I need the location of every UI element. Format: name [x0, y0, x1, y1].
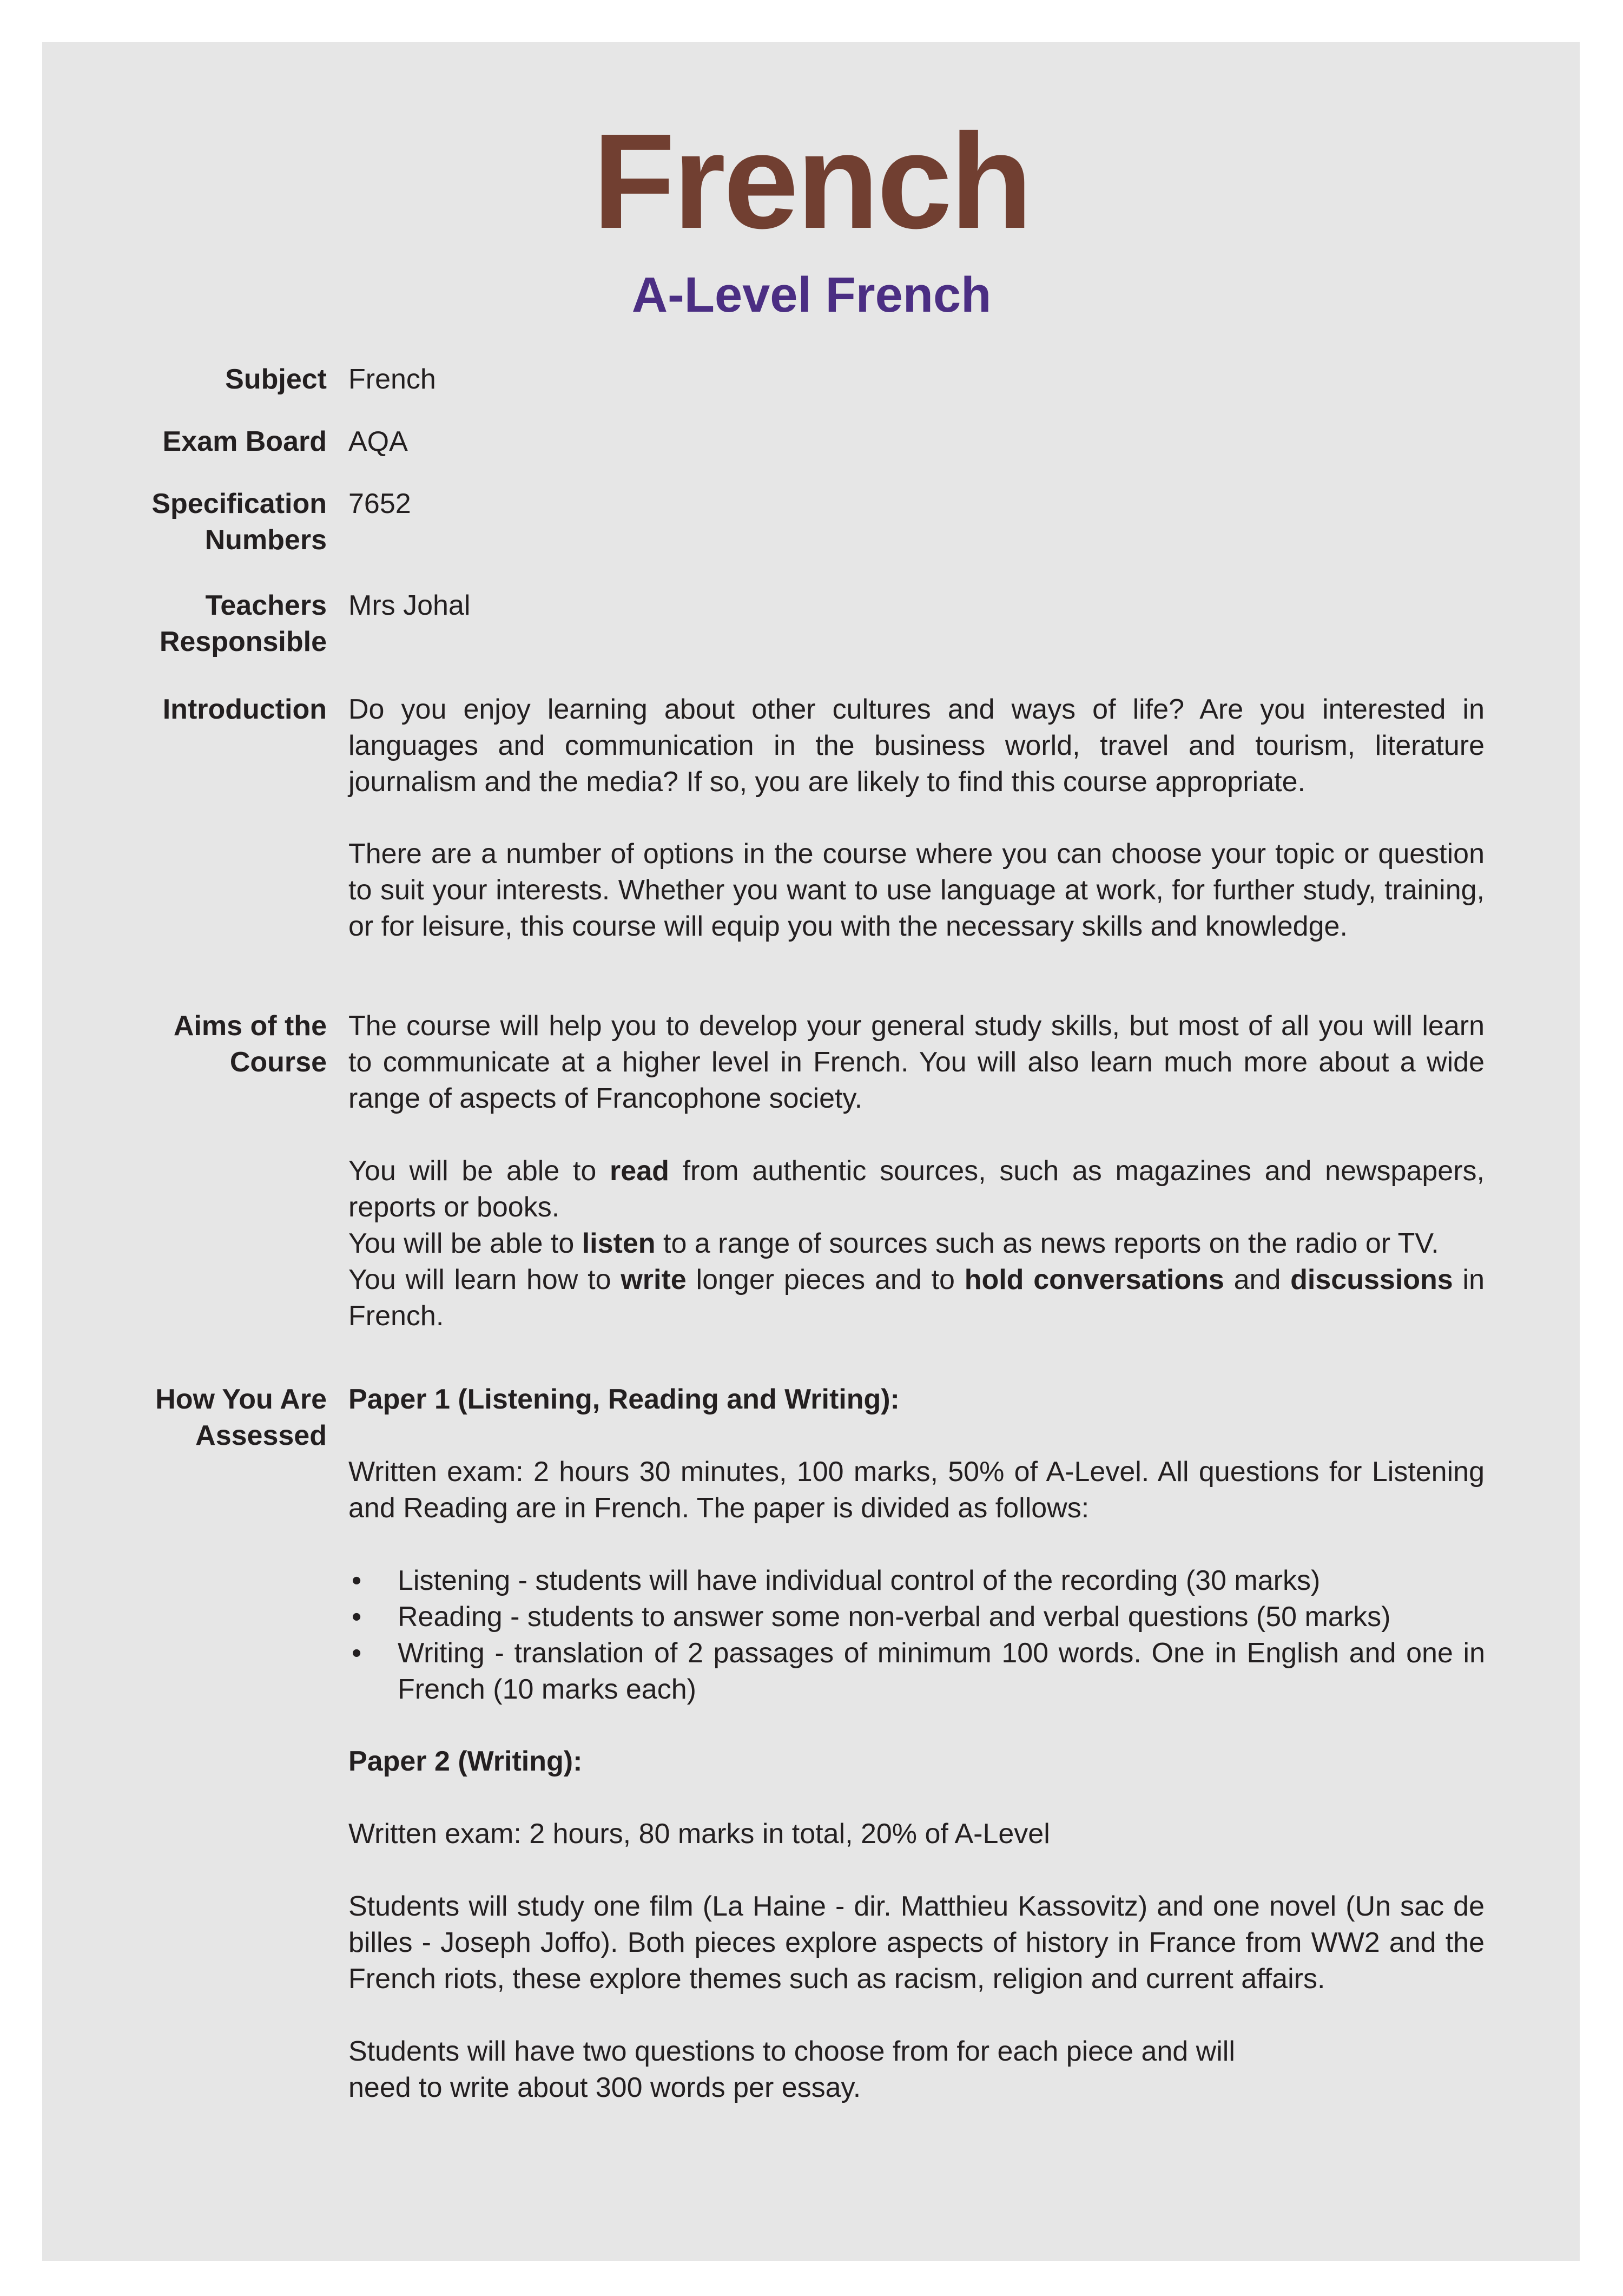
aims-read-post: from authentic sources, such as magazines and newspapers, reports or books. — [348, 1155, 1485, 1223]
paper1-heading: Paper 1 (Listening, Reading and Writing): — [348, 1384, 900, 1415]
aims-write-sentence — [348, 1262, 1485, 1334]
aims-conversations-bold: hold conversations — [964, 1264, 1224, 1295]
subject-value: French — [348, 364, 436, 395]
paper1-description: Written exam: 2 hours 30 minutes, 100 marks, 50% of A-Level. All questions for Listening and Reading are in French. The paper is divided as follows: — [348, 1456, 1485, 1524]
teachers-label — [100, 588, 327, 660]
paper2-study-paragraph: Students will study one film (La Haine - dir. Matthieu Kassovitz) and one novel (Un sac de billes - Joseph Joffo). Both pieces explore aspects of history in France from WW2 and the French riots, these explore themes such as racism, religion and current affairs. — [348, 1891, 1485, 1995]
aims-read-pre: You will be able to — [348, 1155, 610, 1187]
paper1-bullet-writing: Writing - translation of 2 passages of minimum 100 words. One in English and one in French (10 marks each) — [398, 1637, 1485, 1705]
aims-write-mid2: and — [1224, 1264, 1291, 1295]
assessed-label-line2: Assessed — [195, 1420, 327, 1451]
bullet-marker: • — [352, 1637, 362, 1669]
exam-board-value: AQA — [348, 426, 408, 457]
assessed-label-line1: How You Are — [155, 1384, 327, 1415]
aims-write-pre: You will learn how to — [348, 1264, 621, 1295]
specification-label — [100, 486, 327, 558]
paper2-essay-line-1: Students will have two questions to choose from for each piece and will — [348, 2036, 1235, 2067]
aims-read-sentence — [348, 1153, 1485, 1226]
paper2-description: Written exam: 2 hours, 80 marks in total, 20% of A-Level — [348, 1818, 1050, 1850]
page-subtitle: A-Level French — [631, 267, 992, 323]
aims-write-post: in French. — [348, 1264, 1485, 1332]
introduction-label: Introduction — [162, 694, 327, 725]
aims-discussions-bold: discussions — [1290, 1264, 1453, 1295]
aims-label — [100, 1008, 327, 1081]
page-title: French — [592, 106, 1031, 256]
aims-listen-post: to a range of sources such as news reports on the radio or TV. — [655, 1228, 1439, 1259]
aims-write-bold: write — [621, 1264, 687, 1295]
teachers-value: Mrs Johal — [348, 590, 471, 621]
bullet-marker: • — [352, 1565, 362, 1596]
assessed-label — [100, 1381, 327, 1454]
teachers-label-line1: Teachers — [205, 590, 327, 621]
bullet-marker: • — [352, 1601, 362, 1633]
teachers-label-line2: Responsible — [159, 626, 327, 657]
aims-paragraph-1: The course will help you to develop your general study skills, but most of all you will learn to communicate at a higher level in French. You will also learn much more about a wide range of aspects of Francophone society. — [348, 1010, 1485, 1114]
aims-read-bold: read — [610, 1155, 669, 1187]
aims-listen-pre: You will be able to — [348, 1228, 582, 1259]
paper2-heading: Paper 2 (Writing): — [348, 1746, 583, 1777]
aims-write-mid1: longer pieces and to — [686, 1264, 965, 1295]
introduction-paragraph-1: Do you enjoy learning about other cultures and ways of life? Are you interested in languages and communication in the business world, travel and tourism, literature journalism and the media? If so, you are likely to find this course appropriate. — [348, 694, 1485, 798]
paper1-bullet-listening: Listening - students will have individual control of the recording (30 marks) — [398, 1565, 1321, 1596]
exam-board-label: Exam Board — [162, 426, 327, 457]
paper1-bullet-reading: Reading - students to answer some non-verbal and verbal questions (50 marks) — [398, 1601, 1391, 1633]
specification-label-line1: Specification — [151, 488, 327, 519]
aims-listen-bold: listen — [582, 1228, 656, 1259]
aims-listen-sentence — [348, 1226, 1485, 1262]
subject-label: Subject — [225, 364, 327, 395]
aims-label-line2: Course — [229, 1047, 327, 1078]
specification-value: 7652 — [348, 488, 411, 519]
aims-label-line1: Aims of the — [173, 1010, 327, 1042]
specification-label-line2: Numbers — [204, 524, 327, 556]
paper2-essay-line-2: need to write about 300 words per essay. — [348, 2072, 861, 2103]
introduction-paragraph-2: There are a number of options in the course where you can choose your topic or question to suit your interests. Whether you want to use language at work, for further study, training, or for leisure, this course will equip you with the necessary skills and knowledge. — [348, 838, 1485, 942]
